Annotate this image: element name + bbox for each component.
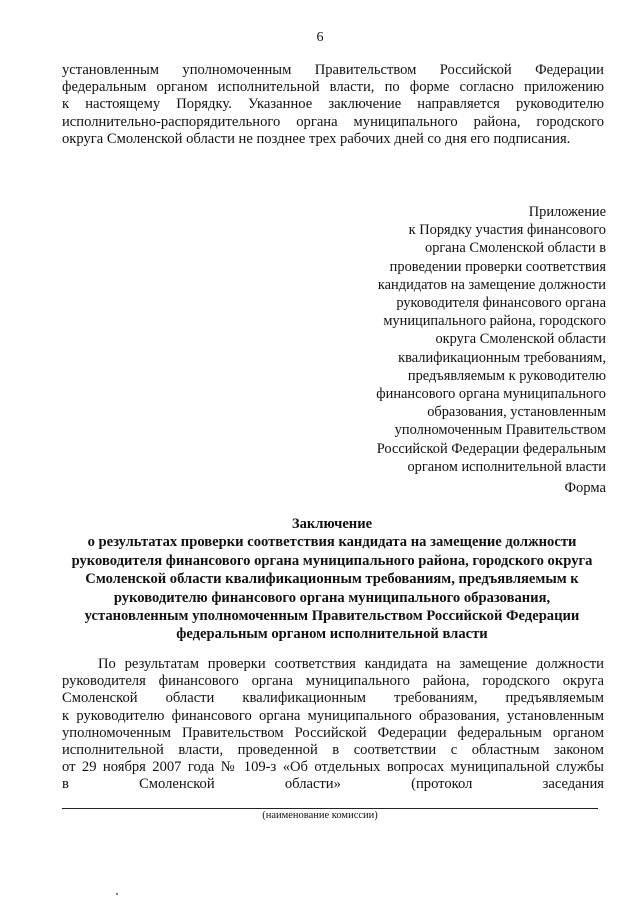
appendix-line: к Порядку участия финансового: [408, 222, 606, 239]
appendix-line: образования, установленным: [427, 404, 606, 421]
result-line: к руководителю финансового органа муниципального образования, установленным: [62, 707, 604, 724]
appendix-line: проведении проверки соответствия: [389, 258, 606, 275]
intro-line: округа Смоленской области не позднее трех рабочих дней со дня его подписания.: [62, 130, 571, 147]
intro-line: исполнительно-распорядительного органа муниципального района, городского: [62, 113, 604, 130]
page-number: 6: [316, 30, 324, 45]
appendix-line: органом исполнительной власти: [407, 458, 606, 475]
intro-paragraph: [62, 62, 604, 148]
appendix-line: органа Смоленской области в: [425, 240, 606, 257]
scan-speck: [116, 893, 118, 895]
intro-line: к настоящему Порядку. Указанное заключение направляется руководителю: [62, 96, 604, 113]
commission-fill-line: [62, 808, 598, 809]
title-line: руководителю финансового органа муниципального образования,: [113, 589, 551, 606]
appendix-line: Приложение: [528, 204, 606, 220]
title-line: установленным уполномоченным Правительством Российской Федерации: [84, 608, 580, 625]
appendix-line: кандидатов на замещение должности: [377, 276, 606, 293]
result-line: исполнительной власти, проведенной в соответствии с областным законом: [62, 742, 604, 759]
intro-line: установленным уполномоченным Правительством Российской Федерации: [62, 62, 604, 78]
appendix-line: финансового органа муниципального: [376, 386, 606, 403]
result-line: в Смоленской области» (протокол заседания: [62, 776, 604, 793]
appendix-line: муниципального района, городского: [383, 313, 606, 330]
result-paragraph: [62, 656, 604, 794]
appendix-line: квалификационным требованиям,: [398, 349, 606, 366]
title-line: Заключение: [291, 516, 373, 532]
commission-caption: (наименование комиссии): [262, 810, 378, 821]
appendix-line: предъявляемым к руководителю: [407, 367, 606, 384]
appendix-line: руководителя финансового органа: [396, 295, 606, 312]
title-line: о результатах проверки соответствия кандидата на замещение должности: [87, 534, 577, 551]
appendix-heading: [306, 203, 606, 476]
conclusion-title: [40, 515, 624, 644]
result-line: руководителя финансового органа муниципального района, городского округа: [62, 673, 604, 690]
title-line: федеральным органом исполнительной власти: [176, 626, 488, 643]
result-line: По результатам проверки соответствия кандидата на замещение должности: [98, 656, 604, 672]
result-line: от 29 ноября 2007 года № 109-з «Об отдельных вопросах муниципальной службы: [62, 759, 604, 776]
form-label: Форма: [564, 480, 606, 496]
title-line: Смоленской области квалификационным требованиям, предъявляемым к: [85, 571, 579, 588]
appendix-line: округа Смоленской области: [435, 331, 606, 348]
result-line: Смоленской области квалификационным требованиям, предъявляемым: [62, 690, 604, 707]
appendix-line: Российской Федерации федеральным: [376, 440, 606, 457]
title-line: руководителя финансового органа муниципального района, городского округа: [71, 552, 593, 569]
appendix-line: уполномоченным Правительством: [394, 422, 606, 439]
result-line: уполномоченным Правительством Российской Федерации федеральным органом: [62, 724, 604, 741]
intro-line: федеральным органом исполнительной власти, по форме согласно приложению: [62, 79, 604, 96]
